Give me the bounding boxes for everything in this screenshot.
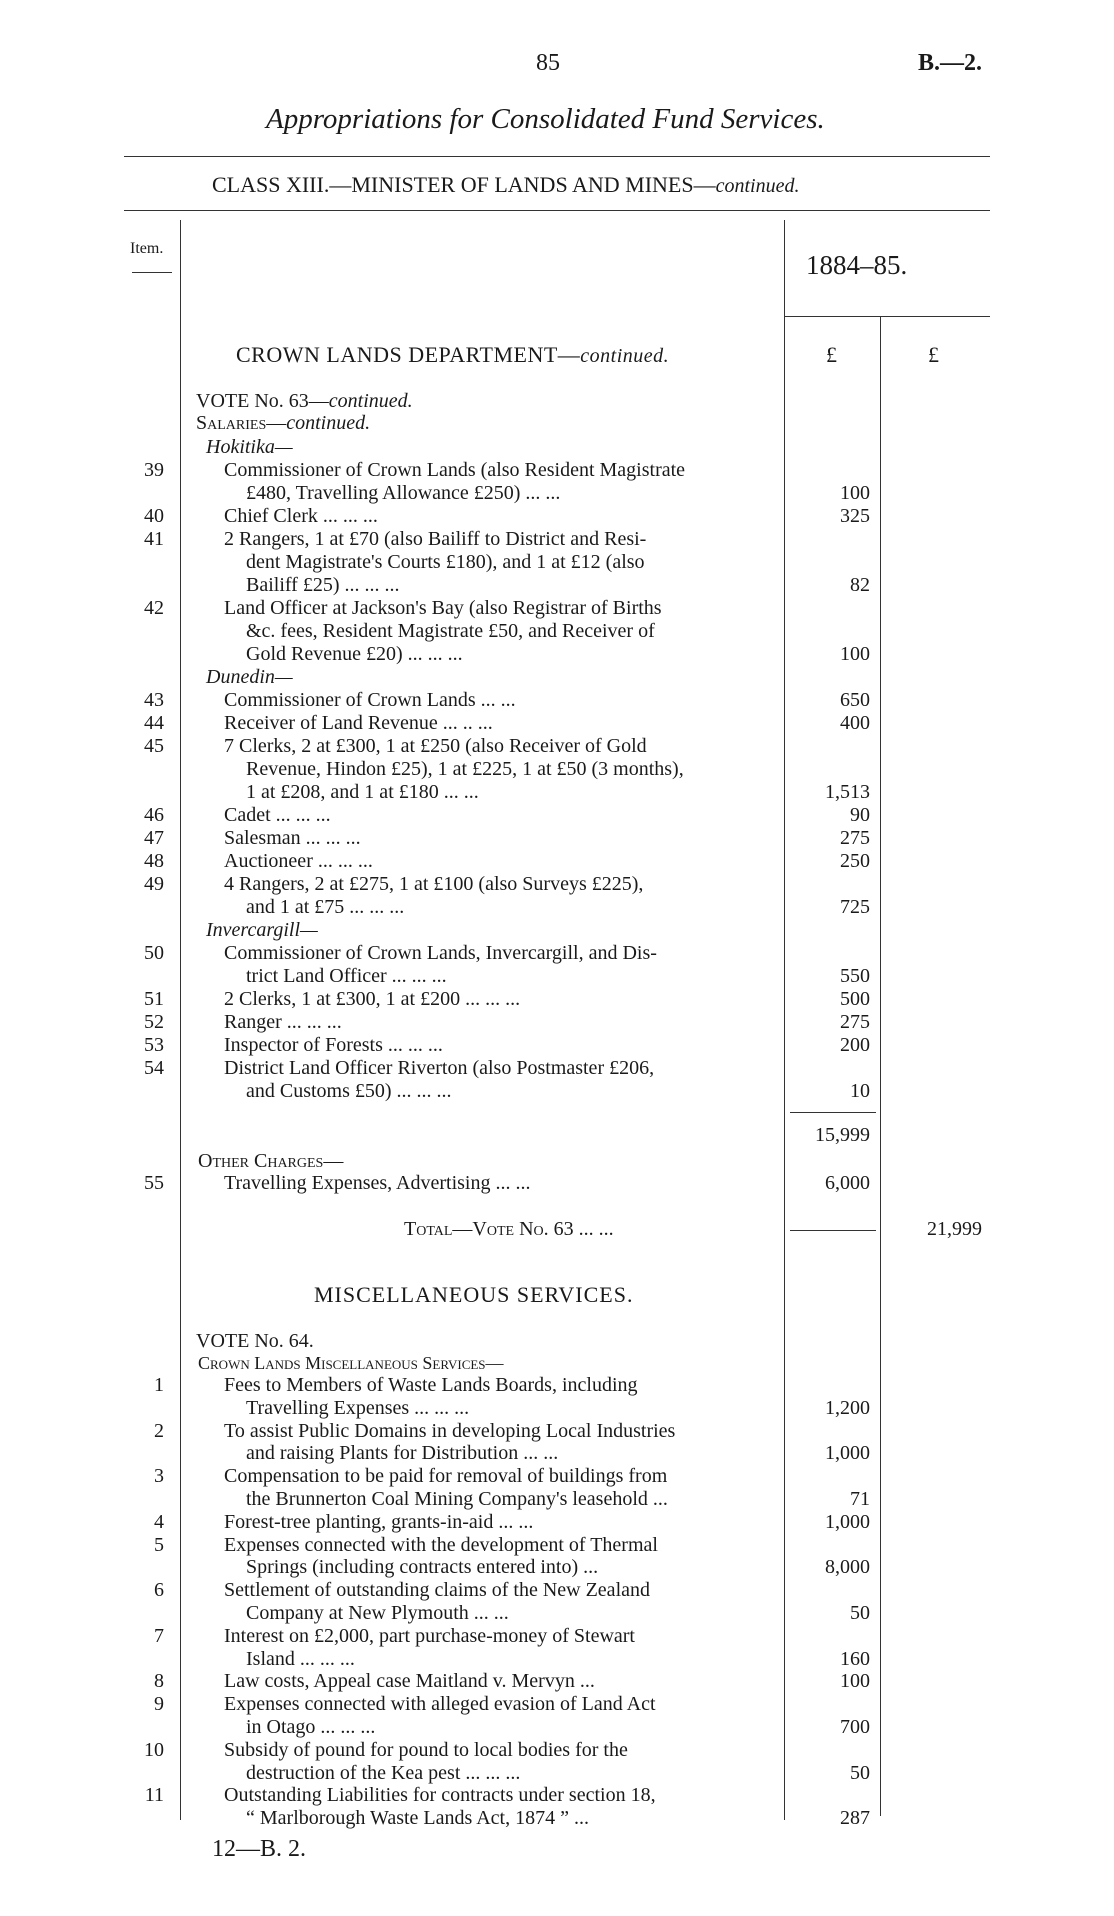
row-amount: 200 — [840, 1034, 870, 1056]
row-amount: 1,200 — [825, 1396, 870, 1419]
row-text-line: Compensation to be paid for removal of buildings from — [224, 1465, 668, 1488]
row-text-line: Island ... ... ... — [246, 1647, 355, 1670]
row-text-line: in Otago ... ... ... — [246, 1716, 376, 1738]
row-amount: 71 — [850, 1488, 870, 1510]
row-amount: 8,000 — [825, 1556, 870, 1579]
row-text-line: Expenses connected with the development of Thermal — [224, 1533, 658, 1556]
item-header: Item. — [130, 240, 164, 257]
row-amount: 250 — [840, 850, 870, 872]
row-text-line: Hokitika— — [206, 436, 293, 458]
row-text-line: Cadet ... ... ... — [224, 804, 331, 826]
item-number: 45 — [144, 735, 164, 757]
row-text-line: £480, Travelling Allowance £250) ... ... — [246, 482, 561, 504]
row-text-line: Land Officer at Jackson's Bay (also Registrar of Births — [224, 597, 662, 619]
row-text-line: Commissioner of Crown Lands ... ... — [224, 689, 516, 711]
item-number: 49 — [144, 873, 164, 895]
total-rule — [790, 1230, 876, 1231]
row-text-line: Settlement of outstanding claims of the New Zealand — [224, 1579, 650, 1602]
row-text-line: &c. fees, Resident Magistrate £50, and Receiver of — [246, 620, 655, 642]
row-text-line: Forest-tree planting, grants-in-aid ... ... — [224, 1510, 534, 1533]
row-amount: 400 — [840, 712, 870, 734]
item-number: 11 — [144, 1784, 164, 1807]
row-text-line: Chief Clerk ... ... ... — [224, 505, 378, 527]
item-number: 40 — [144, 505, 164, 527]
item-number: 44 — [144, 712, 164, 734]
item-number: 4 — [154, 1510, 164, 1533]
row-text-line: Dunedin— — [206, 666, 293, 688]
item-number: 55 — [144, 1172, 164, 1194]
row-amount: 325 — [840, 505, 870, 527]
row-text-line: Revenue, Hindon £25), 1 at £225, 1 at £50 (3 months), — [246, 758, 684, 780]
item-number: 3 — [154, 1465, 164, 1488]
item-number: 39 — [144, 459, 164, 481]
row-text-line: 4 Rangers, 2 at £275, 1 at £100 (also Surveys £225), — [224, 873, 644, 895]
row-text-line: Commissioner of Crown Lands (also Resident Magistrate — [224, 459, 686, 481]
row-amount: 10 — [850, 1080, 870, 1102]
misc-subhead: Crown Lands Miscellaneous Services— — [198, 1353, 504, 1373]
item-number: 50 — [144, 942, 164, 964]
row-text-line: Receiver of Land Revenue ... .. ... — [224, 712, 493, 734]
row-text-line: Invercargill— — [206, 919, 318, 941]
row-text-line: and raising Plants for Distribution ... ... — [246, 1442, 559, 1465]
row-text-line: and 1 at £75 ... ... ... — [246, 896, 405, 918]
row-text-line: 2 Clerks, 1 at £300, 1 at £200 ... ... ... — [224, 988, 521, 1010]
row-amount: 550 — [840, 965, 870, 987]
vote-63-title: VOTE No. 63—continued. — [196, 390, 413, 412]
row-text-line: dent Magistrate's Courts £180), and 1 at £12 (also — [246, 551, 645, 573]
row-text-line: Company at New Plymouth ... ... — [246, 1602, 509, 1624]
vote-64-title: VOTE No. 64. — [196, 1330, 314, 1352]
row-text-line: Interest on £2,000, part purchase-money of Stewart — [224, 1624, 635, 1647]
item-number: 48 — [144, 850, 164, 872]
year-rule — [784, 316, 990, 317]
item-column-rule — [180, 220, 181, 1820]
row-amount: 1,513 — [825, 781, 870, 803]
row-text-line: Commissioner of Crown Lands, Invercargill, and Dis- — [224, 942, 657, 964]
row-amount: 82 — [850, 574, 870, 596]
subtotal-rule — [790, 1112, 876, 1113]
item-number: 6 — [154, 1579, 164, 1602]
row-text-line: Expenses connected with alleged evasion of Land Act — [224, 1693, 656, 1716]
year-header: 1884–85. — [806, 250, 908, 280]
salaries-subhead: Salaries—continued. — [196, 412, 371, 434]
item-number: 51 — [144, 988, 164, 1010]
item-number: 9 — [154, 1693, 164, 1716]
row-text-line: Auctioneer ... ... ... — [224, 850, 373, 872]
pound-sign: £ — [826, 342, 837, 367]
top-rule — [124, 156, 990, 157]
row-amount: 1,000 — [825, 1510, 870, 1533]
row-amount: 500 — [840, 988, 870, 1010]
item-number: 42 — [144, 597, 164, 619]
item-number: 54 — [144, 1057, 164, 1079]
row-text-line: 1 at £208, and 1 at £180 ... ... — [246, 781, 479, 803]
item-number: 43 — [144, 689, 164, 711]
row-amount: 100 — [840, 1670, 870, 1693]
row-text-line: 7 Clerks, 2 at £300, 1 at £250 (also Receiver of Gold — [224, 735, 647, 757]
row-amount: 100 — [840, 482, 870, 504]
misc-services-title: MISCELLANEOUS SERVICES. — [314, 1282, 634, 1307]
row-text-line: and Customs £50) ... ... ... — [246, 1080, 452, 1102]
row-text-line: Subsidy of pound for pound to local bodies for the — [224, 1738, 628, 1761]
row-text-line: Fees to Members of Waste Lands Boards, including — [224, 1374, 638, 1396]
page-heading: Appropriations for Consolidated Fund Services. — [266, 103, 825, 135]
item-number: 41 — [144, 528, 164, 550]
row-text-line: Law costs, Appeal case Maitland v. Mervyn ... — [224, 1670, 595, 1693]
row-text-line: To assist Public Domains in developing Local Industries — [224, 1419, 676, 1442]
paper-reference: B.—2. — [918, 50, 983, 76]
row-amount: 90 — [850, 804, 870, 826]
row-amount: 160 — [840, 1647, 870, 1670]
item-number: 8 — [154, 1670, 164, 1693]
row-amount: 725 — [840, 896, 870, 918]
row-amount: 50 — [850, 1761, 870, 1784]
row-text-line: Travelling Expenses ... ... ... — [246, 1396, 470, 1419]
row-text-line: Springs (including contracts entered into) ... — [246, 1556, 599, 1579]
subtotal-amount: 15,999 — [815, 1124, 870, 1146]
other-charges-subhead: Other Charges— — [198, 1150, 344, 1172]
page-signature: 12—B. 2. — [212, 1836, 307, 1862]
item-number: 52 — [144, 1011, 164, 1033]
total-label: Total—Vote No. 63 ... ... — [404, 1218, 614, 1240]
row-text-line: trict Land Officer ... ... ... — [246, 965, 447, 987]
item-number: 2 — [154, 1419, 164, 1442]
item-number: 46 — [144, 804, 164, 826]
item-number: 7 — [154, 1624, 164, 1647]
row-amount: 275 — [840, 827, 870, 849]
row-text-line: Outstanding Liabilities for contracts under section 18, — [224, 1784, 656, 1807]
row-amount: 6,000 — [825, 1172, 870, 1194]
row-text: Travelling Expenses, Advertising ... ... — [224, 1172, 531, 1194]
item-number: 47 — [144, 827, 164, 849]
item-number: 53 — [144, 1034, 164, 1056]
row-text-line: Gold Revenue £20) ... ... ... — [246, 643, 463, 665]
total-column-rule — [880, 316, 881, 1816]
item-underline — [132, 272, 172, 273]
row-text-line: Bailiff £25) ... ... ... — [246, 574, 400, 596]
class-title: CLASS XIII.—MINISTER OF LANDS AND MINES—continued. — [212, 172, 800, 197]
item-number: 10 — [144, 1738, 164, 1761]
row-text-line: 2 Rangers, 1 at £70 (also Bailiff to District and Resi- — [224, 528, 647, 550]
department-title: CROWN LANDS DEPARTMENT—continued. — [236, 342, 670, 367]
row-amount: 287 — [840, 1807, 870, 1830]
pound-sign: £ — [928, 342, 939, 367]
row-amount: 650 — [840, 689, 870, 711]
row-text-line: “ Marlborough Waste Lands Act, 1874 ” ... — [246, 1807, 589, 1830]
page-number: 85 — [536, 50, 560, 76]
row-text-line: the Brunnerton Coal Mining Company's leasehold ... — [246, 1488, 668, 1510]
class-rule — [124, 210, 990, 211]
row-amount: 50 — [850, 1602, 870, 1624]
item-number: 1 — [154, 1374, 164, 1396]
row-text-line: District Land Officer Riverton (also Postmaster £206, — [224, 1057, 655, 1079]
row-text-line: Inspector of Forests ... ... ... — [224, 1034, 443, 1056]
row-text-line: Salesman ... ... ... — [224, 827, 361, 849]
row-text-line: Ranger ... ... ... — [224, 1011, 342, 1033]
row-text-line: destruction of the Kea pest ... ... ... — [246, 1761, 521, 1784]
row-amount: 275 — [840, 1011, 870, 1033]
row-amount: 700 — [840, 1716, 870, 1738]
row-amount: 100 — [840, 643, 870, 665]
row-amount: 1,000 — [825, 1442, 870, 1465]
vote-total: 21,999 — [927, 1218, 982, 1240]
item-number: 5 — [154, 1533, 164, 1556]
